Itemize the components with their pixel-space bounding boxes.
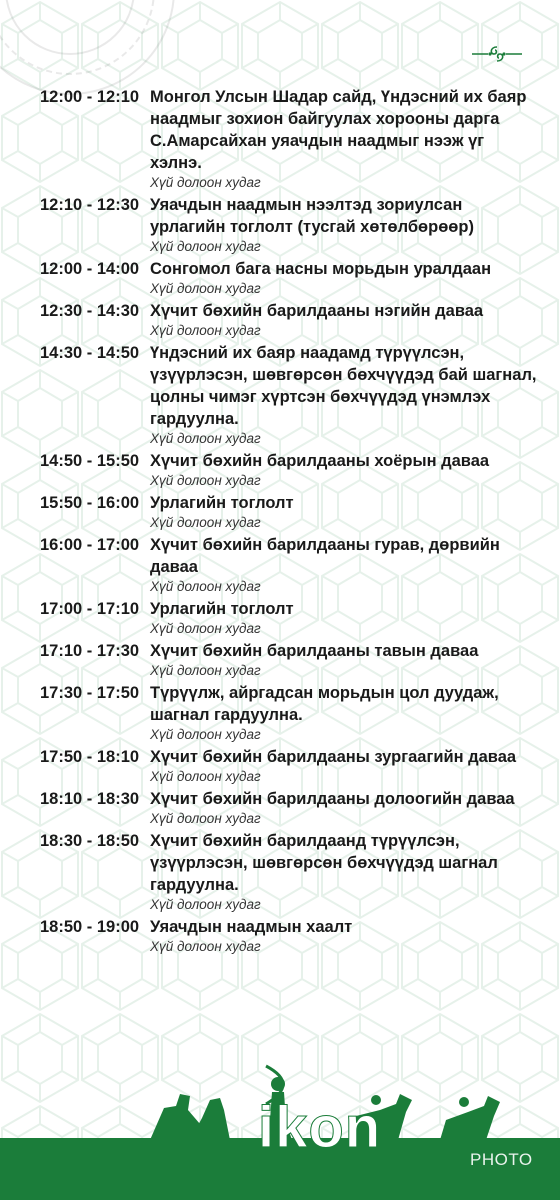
- schedule-item: [40, 300, 540, 340]
- event-body: [150, 342, 540, 448]
- event-title: Монгол Улсын Шадар сайд, Үндэсний их баяр наадмыг зохион байгуулах хорооны дарга С.Амарсайхан уяачдын наадмыг нээж үг хэлнэ.: [150, 88, 527, 172]
- schedule-item: [40, 598, 540, 638]
- event-body: [150, 598, 540, 638]
- event-title: Уяачдын наадмын нээлтэд зориулсан урлагийн тоглолт (тусгай хөтөлбөрөөр): [150, 196, 474, 236]
- event-venue: Хүй долоон худаг: [150, 515, 261, 530]
- event-title: Хүчит бөхийн барилдааны долоогийн даваа: [150, 790, 515, 808]
- event-venue: Хүй долоон худаг: [150, 897, 261, 912]
- event-title: Урлагийн тоглолт: [150, 494, 294, 512]
- event-body: [150, 830, 540, 914]
- event-time: 12:00 - 12:10: [40, 88, 140, 106]
- event-body: [150, 746, 540, 786]
- event-title: Уяачдын наадмын хаалт: [150, 918, 353, 936]
- schedule-item: [40, 640, 540, 680]
- schedule-item: [40, 86, 540, 192]
- event-body: [150, 258, 540, 298]
- ikon-logo: ikon: [258, 1095, 382, 1160]
- event-venue: Хүй долоон худаг: [150, 663, 261, 678]
- schedule-item: [40, 830, 540, 914]
- event-time: 17:10 - 17:30: [40, 642, 140, 660]
- event-title: Түрүүлж, айргадсан морьдын цол дуудаж, шагнал гардуулна.: [150, 684, 499, 724]
- event-body: [150, 682, 540, 744]
- schedule-item: [40, 788, 540, 828]
- corner-ornament: [0, 0, 180, 100]
- event-body: [150, 492, 540, 532]
- schedule-item: [40, 194, 540, 256]
- event-time: 15:50 - 16:00: [40, 494, 140, 512]
- event-body: [150, 86, 540, 192]
- schedule-item: [40, 492, 540, 532]
- event-venue: Хүй долоон худаг: [150, 727, 261, 742]
- schedule-item: [40, 534, 540, 596]
- event-time: 17:50 - 18:10: [40, 748, 140, 766]
- schedule-item: [40, 342, 540, 448]
- event-body: [150, 916, 540, 956]
- event-title: Хүчит бөхийн барилдааны нэгийн даваа: [150, 302, 484, 320]
- event-time: 16:00 - 17:00: [40, 536, 140, 554]
- event-schedule: [40, 86, 540, 958]
- event-venue: Хүй долоон худаг: [150, 579, 261, 594]
- event-venue: Хүй долоон худаг: [150, 473, 261, 488]
- event-venue: Хүй долоон худаг: [150, 769, 261, 784]
- event-body: [150, 194, 540, 256]
- event-venue: Хүй долоон худаг: [150, 811, 261, 826]
- event-time: 18:10 - 18:30: [40, 790, 140, 808]
- event-body: [150, 300, 540, 340]
- event-time: 18:30 - 18:50: [40, 832, 140, 850]
- schedule-item: [40, 746, 540, 786]
- scroll-ornament-icon: [470, 44, 524, 64]
- schedule-item: [40, 916, 540, 956]
- event-venue: Хүй долоон худаг: [150, 621, 261, 636]
- event-time: 14:30 - 14:50: [40, 344, 140, 362]
- event-body: [150, 450, 540, 490]
- event-time: 12:10 - 12:30: [40, 196, 140, 214]
- schedule-item: [40, 682, 540, 744]
- event-title: Үндэсний их баяр наадамд түрүүлсэн, үзүүрлэсэн, шөвгөрсөн бөхчүүдэд бай шагнал, цолны чимэг хүртсэн бөхчүүдэд үнэмлэх гардуулна.: [150, 344, 537, 428]
- event-title: Хүчит бөхийн барилдааны тавын даваа: [150, 642, 479, 660]
- event-venue: Хүй долоон худаг: [150, 431, 261, 446]
- event-title: Хүчит бөхийн барилдаанд түрүүлсэн, үзүүрлэсэн, шөвгөрсөн бөхчүүдэд шагнал гардуулна.: [150, 832, 498, 894]
- event-venue: Хүй долоон худаг: [150, 323, 261, 338]
- schedule-item: [40, 450, 540, 490]
- event-venue: Хүй долоон худаг: [150, 175, 261, 190]
- event-time: 14:50 - 15:50: [40, 452, 140, 470]
- event-title: Хүчит бөхийн барилдааны гурав, дөрвийн даваа: [150, 536, 500, 576]
- event-time: 12:00 - 14:00: [40, 260, 140, 278]
- event-title: Сонгомол бага насны морьдын уралдаан: [150, 260, 492, 278]
- event-time: 17:30 - 17:50: [40, 684, 140, 702]
- event-time: 18:50 - 19:00: [40, 918, 140, 936]
- event-time: 17:00 - 17:10: [40, 600, 140, 618]
- schedule-item: [40, 258, 540, 298]
- event-title: Урлагийн тоглолт: [150, 600, 294, 618]
- event-venue: Хүй долоон худаг: [150, 939, 261, 954]
- event-body: [150, 534, 540, 596]
- event-title: Хүчит бөхийн барилдааны хоёрын даваа: [150, 452, 490, 470]
- photo-label: PHOTO: [470, 1150, 533, 1169]
- event-body: [150, 640, 540, 680]
- event-venue: Хүй долоон худаг: [150, 281, 261, 296]
- event-venue: Хүй долоон худаг: [150, 239, 261, 254]
- event-title: Хүчит бөхийн барилдааны зургаагийн даваа: [150, 748, 517, 766]
- event-time: 12:30 - 14:30: [40, 302, 140, 320]
- event-body: [150, 788, 540, 828]
